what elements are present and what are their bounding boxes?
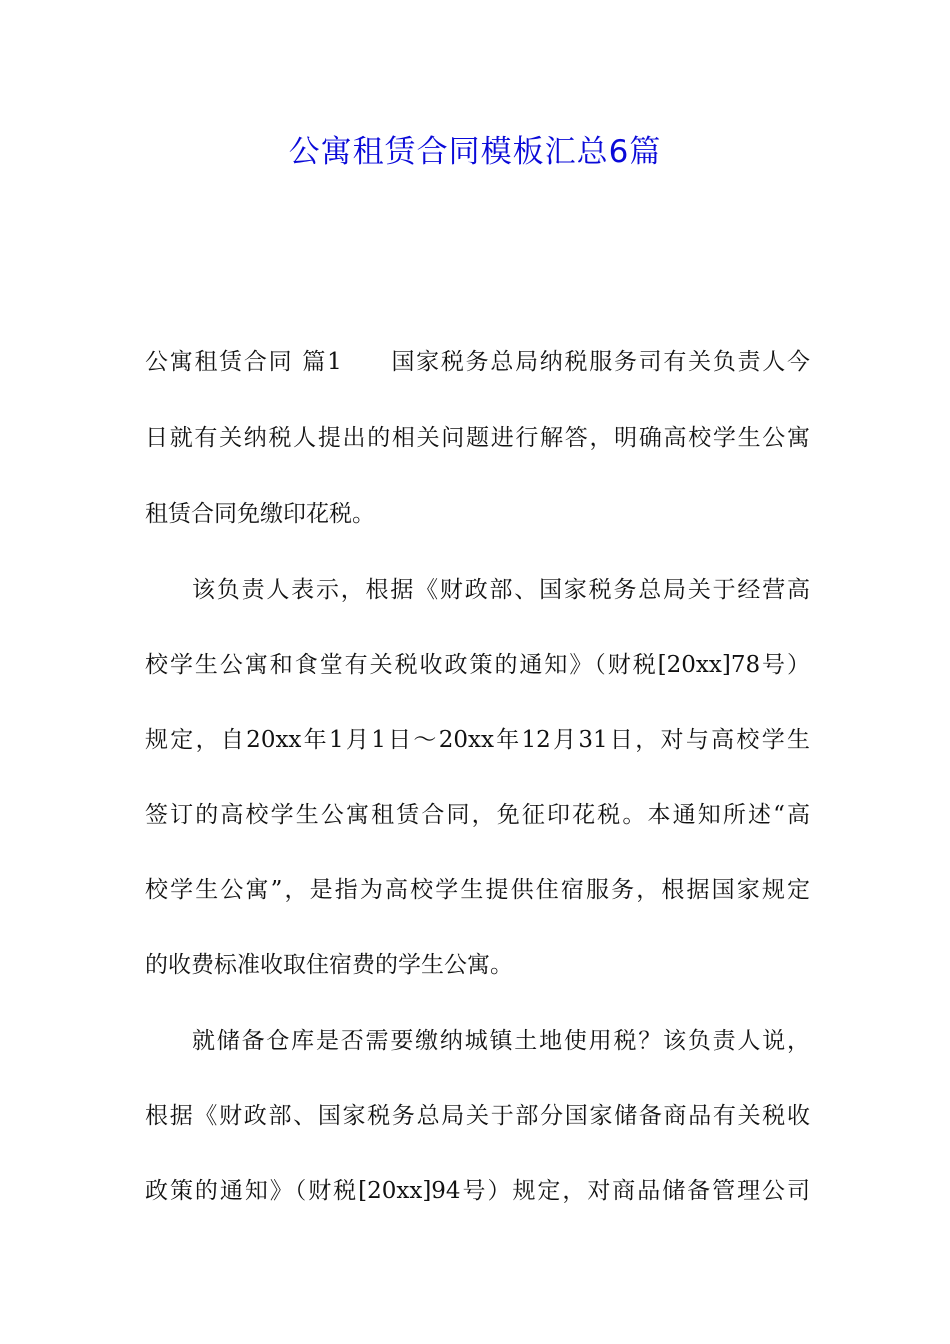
page-title: 公寓租赁合同模板汇总6篇: [288, 134, 662, 170]
text-line: 校学生公寓和食堂有关税收政策的通知》（财税[20xx]78号）: [145, 652, 810, 678]
text-line: 租赁合同免缴印花税。: [145, 501, 375, 527]
text-line: 规定，自20xx年1月1日～20xx年12月31日，对与高校学生: [145, 727, 810, 753]
text-line: 签订的高校学生公寓租赁合同，免征印花税。本通知所述“高: [145, 802, 810, 828]
text-line: [145, 342, 810, 382]
text-line: 的收费标准收取住宿费的学生公寓。: [145, 952, 513, 978]
text-line: 就储备仓库是否需要缴纳城镇土地使用税？该负责人说，: [192, 1028, 810, 1054]
text-line: 政策的通知》（财税[20xx]94号）规定，对商品储备管理公司: [145, 1178, 810, 1204]
text-line: 该负责人表示，根据《财政部、国家税务总局关于经营高: [192, 577, 810, 603]
text-line: 校学生公寓”，是指为高校学生提供住宿服务，根据国家规定: [145, 877, 810, 903]
text-line: 根据《财政部、国家税务总局关于部分国家储备商品有关税收: [145, 1103, 810, 1129]
section-heading: 公寓租赁合同 篇1: [145, 349, 342, 375]
text-line: 日就有关纳税人提出的相关问题进行解答，明确高校学生公寓: [145, 425, 810, 451]
line-text: 国家税务总局纳税服务司有关负责人今: [389, 349, 811, 375]
